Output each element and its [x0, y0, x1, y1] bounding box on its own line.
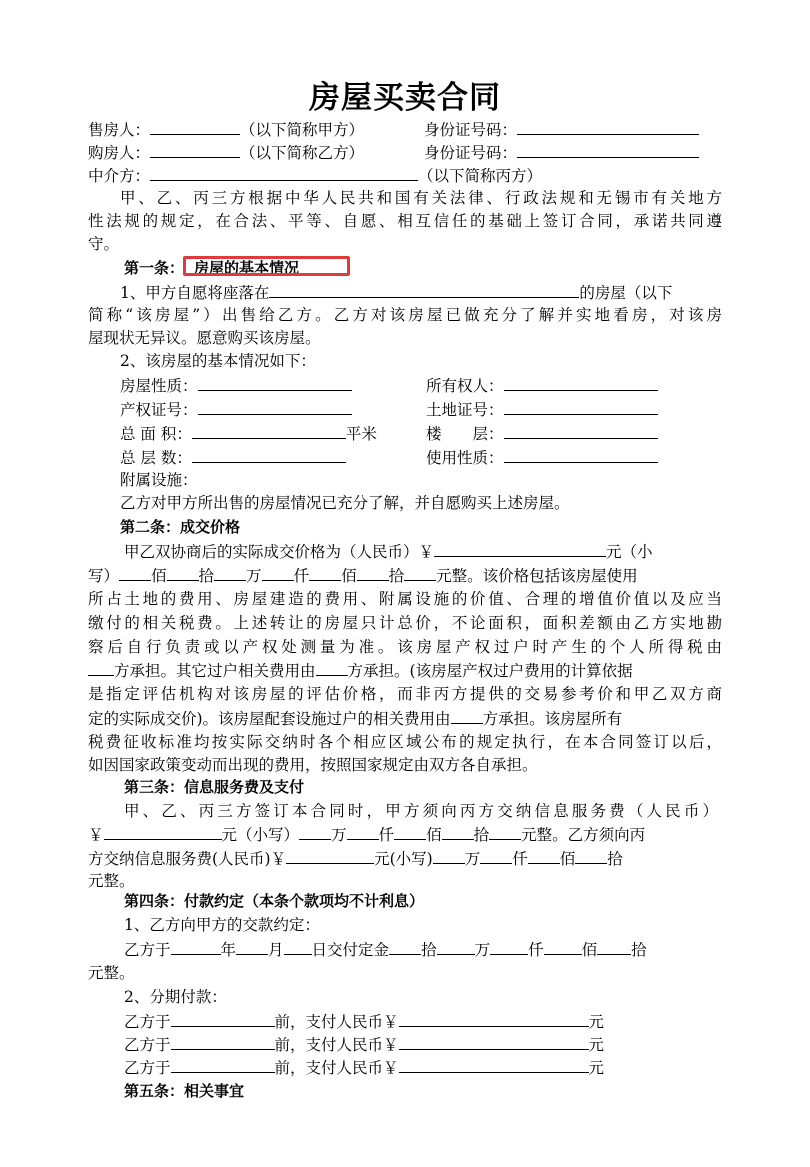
art4-text: 日交付定金	[311, 941, 390, 959]
intro-line-3: 守。	[88, 235, 120, 253]
price-blank[interactable]	[434, 540, 606, 557]
agent-label: 中介方：	[88, 167, 151, 185]
field-label: 总 层 数：	[120, 449, 192, 467]
month-blank[interactable]	[236, 938, 268, 955]
facility-party-blank[interactable]	[451, 707, 483, 724]
art4-text: 前，支付人民币￥	[274, 1013, 399, 1031]
location-blank[interactable]	[269, 281, 579, 298]
art1-p1-line3: 屋现状无异议。愿意购买该房屋。	[88, 329, 321, 347]
article-3-heading: 第三条：信息服务费及支付	[124, 778, 305, 796]
art4-text: 拾	[421, 941, 437, 959]
article-1-prefix: 第一条：	[124, 259, 185, 277]
digit-blank[interactable]	[442, 823, 474, 840]
art4-text: 月	[268, 941, 284, 959]
field-blank[interactable]	[198, 374, 352, 391]
agent-row	[88, 164, 542, 187]
art1-p1-text-a: 1、甲方自愿将座落在	[120, 284, 270, 302]
buyer-note: （以下简称乙方）	[240, 144, 365, 162]
buyer-name-blank[interactable]	[150, 141, 240, 158]
art2-text: 定的实际成交价)。该房屋配套设施过户的相关费用由	[88, 710, 451, 728]
art3-text: 元（小写）	[221, 826, 300, 844]
buyer-id-label: 身份证号码：	[424, 144, 518, 162]
art4-text: 万	[474, 941, 491, 959]
installment-row	[124, 1010, 604, 1033]
field-land-cert	[426, 398, 658, 421]
digit-blank[interactable]	[437, 938, 475, 955]
art4-deposit-line	[124, 938, 647, 961]
digit-blank[interactable]	[528, 847, 560, 864]
seller-id-row	[424, 118, 699, 141]
year-blank[interactable]	[171, 938, 221, 955]
digit-blank[interactable]	[404, 564, 436, 581]
document-title: 房屋买卖合同	[309, 80, 501, 116]
art4-text: 元	[588, 1036, 605, 1054]
area-unit: 平米	[345, 425, 377, 443]
art4-text: 佰	[581, 941, 598, 959]
art1-ack: 乙方对甲方所出售的房屋情况已充分了解，并自愿购买上述房屋。	[120, 494, 570, 512]
digit-blank[interactable]	[299, 823, 331, 840]
art1-p1-text-b: 的房屋（以下	[579, 284, 673, 302]
art4-text: 前，支付人民币￥	[274, 1059, 399, 1077]
art2-line2	[88, 564, 638, 587]
field-property-nature	[120, 374, 352, 397]
art4-text: 前，支付人民币￥	[274, 1036, 399, 1054]
buyer-id-blank[interactable]	[517, 141, 699, 158]
art2-text: 方承担。(该房屋产权过户费用的计算依据	[347, 662, 633, 680]
buyer-row	[88, 141, 364, 164]
art2-line6	[88, 659, 633, 682]
art4-deposit-end: 元整。	[88, 964, 135, 982]
art2-text: 万	[246, 567, 262, 585]
digit-blank[interactable]	[119, 564, 151, 581]
art2-text: 仟	[293, 567, 310, 585]
fee-party-blank[interactable]	[316, 659, 348, 676]
art4-text: 乙方于	[124, 1059, 171, 1077]
art3-line2	[88, 823, 645, 846]
art4-text: 年	[220, 941, 237, 959]
agent-note: （以下简称丙方）	[418, 167, 543, 185]
highlight-box	[183, 256, 350, 276]
field-label: 使用性质：	[426, 449, 504, 467]
art2-text: 方承担。其它过户相关费用由	[114, 662, 316, 680]
art2-line9: 税费征收标准均按实际交纳时各个相应区域公布的规定执行，在本合同签订以后，	[88, 733, 722, 751]
art2-text: 拾	[198, 567, 215, 585]
installment-row	[124, 1033, 604, 1056]
field-owner	[426, 374, 658, 397]
seller-id-blank[interactable]	[517, 118, 699, 135]
digit-blank[interactable]	[489, 823, 521, 840]
digit-blank[interactable]	[597, 938, 631, 955]
field-floor	[426, 422, 658, 445]
art3-text: 元整。乙方须向丙	[521, 826, 646, 844]
art3-text: 拾	[473, 826, 490, 844]
art3-text: 元(小写)	[374, 850, 433, 868]
article-2-heading: 第二条：成交价格	[120, 518, 241, 536]
day-blank[interactable]	[284, 938, 312, 955]
art4-text: 乙方于	[124, 941, 171, 959]
art3-line4: 元整。	[88, 872, 135, 890]
art4-p2: 2、分期付款：	[124, 988, 227, 1006]
seller-id-label: 身份证号码：	[424, 121, 518, 139]
field-label: 总 面 积：	[120, 425, 192, 443]
field-blank[interactable]	[504, 422, 658, 439]
field-blank[interactable]	[198, 398, 352, 415]
field-total-floors	[120, 446, 346, 469]
art3-text: 万	[331, 826, 347, 844]
field-blank[interactable]	[504, 374, 658, 391]
digit-blank[interactable]	[262, 564, 294, 581]
art1-p1-line2: 简称“该房屋”）出售给乙方。乙方对该房屋已做充分了解并实地看房，对该房	[88, 306, 722, 324]
digit-blank[interactable]	[389, 938, 421, 955]
art2-text: 方承担。该房屋所有	[482, 710, 623, 728]
field-label: 产权证号：	[120, 401, 198, 419]
art2-text: 佰	[151, 567, 167, 585]
art2-text: 甲乙双协商后的实际成交价格为（人民币）￥	[124, 543, 435, 561]
seller-row	[88, 118, 364, 141]
amount-blank[interactable]	[399, 1010, 589, 1027]
art3-text: 拾	[607, 850, 623, 868]
art1-p1-line1	[120, 281, 672, 304]
agent-name-blank[interactable]	[150, 164, 418, 181]
art2-text: 元（小	[606, 543, 653, 561]
art4-p1: 1、乙方向甲方的交款约定：	[124, 916, 320, 934]
article-4-heading: 第四条：付款约定（本条个款项均不计利息）	[124, 892, 425, 910]
art3-line3	[88, 847, 623, 870]
digit-blank[interactable]	[480, 847, 512, 864]
digit-blank[interactable]	[309, 564, 341, 581]
field-label: 所有权人：	[426, 377, 504, 395]
art4-text: 元	[588, 1059, 605, 1077]
installment-row	[124, 1056, 604, 1079]
art4-text: 乙方于	[124, 1036, 171, 1054]
art3-line1: 甲、乙、丙三方签订本合同时，甲方须向丙方交纳信息服务费（人民币）	[124, 802, 718, 820]
intro-line-2: 性法规的规定，在合法、平等、自愿、相互信任的基础上签订合同，承诺共同遵	[88, 212, 722, 230]
art2-line8	[88, 707, 622, 730]
field-label: 楼 层：	[426, 425, 504, 443]
field-blank[interactable]	[192, 422, 346, 439]
intro-line-1: 甲、乙、丙三方根据中华人民共和国有关法律、行政法规和无锡市有关地方	[120, 189, 722, 207]
field-total-area	[120, 422, 377, 445]
article-5-heading: 第五条：相关事宜	[124, 1082, 245, 1100]
field-blank[interactable]	[192, 446, 346, 463]
seller-note: （以下简称甲方）	[240, 121, 365, 139]
art2-text: 拾	[388, 567, 405, 585]
art4-text: 元	[588, 1013, 605, 1031]
date-blank[interactable]	[171, 1033, 275, 1050]
digit-blank[interactable]	[575, 847, 607, 864]
digit-blank[interactable]	[214, 564, 246, 581]
art2-line5: 察后自行负责或以产权处测量为准。该房屋产权过户时产生的个人所得税由	[88, 638, 722, 656]
digit-blank[interactable]	[490, 938, 528, 955]
art2-text: 佰	[341, 567, 357, 585]
art4-text: 仟	[528, 941, 544, 959]
date-blank[interactable]	[171, 1010, 275, 1027]
seller-label: 售房人：	[88, 121, 151, 139]
digit-blank[interactable]	[357, 564, 389, 581]
art2-line1	[124, 540, 722, 563]
field-label: 土地证号：	[426, 401, 504, 419]
art3-text: 佰	[559, 850, 576, 868]
tax-party-blank[interactable]	[88, 659, 114, 676]
field-attached-facilities: 附属设施：	[120, 471, 198, 489]
amount-blank[interactable]	[399, 1033, 589, 1050]
field-label: 房屋性质：	[120, 377, 198, 395]
buyer-id-row	[424, 141, 699, 164]
amount-blank[interactable]	[399, 1056, 589, 1073]
art3-text: ￥	[88, 826, 104, 844]
art3-text: 方交纳信息服务费(人民币)￥	[88, 850, 287, 868]
seller-name-blank[interactable]	[150, 118, 240, 135]
digit-blank[interactable]	[347, 823, 379, 840]
art3-text: 仟	[512, 850, 528, 868]
art2-line3: 所占土地的费用、房屋建造的费用、附属设施的价值、合理的增值价值以及应当	[88, 590, 722, 608]
digit-blank[interactable]	[544, 938, 582, 955]
art3-text: 万	[464, 850, 481, 868]
art2-line4: 缴付的相关税费。上述转让的房屋只计总价，不论面积，面积差额由乙方实地勘	[88, 614, 722, 632]
digit-blank[interactable]	[167, 564, 199, 581]
article-1-title: 房屋的基本情况	[194, 259, 300, 277]
art4-text: 拾	[631, 941, 647, 959]
art2-text: 元整。该价格包括该房屋使用	[436, 567, 638, 585]
fee-blank[interactable]	[104, 823, 222, 840]
field-blank[interactable]	[504, 398, 658, 415]
art2-text: 写）	[88, 567, 120, 585]
art3-text: 仟	[378, 826, 395, 844]
art2-line10: 如因国家政策变动而出现的费用，按照国家规定由双方各自承担。	[88, 756, 538, 774]
art1-p2: 2、该房屋的基本情况如下：	[120, 352, 316, 370]
digit-blank[interactable]	[394, 823, 426, 840]
field-title-cert	[120, 398, 352, 421]
art2-line7: 是指定评估机构对该房屋的评估价格，而非丙方提供的交易参考价和甲乙双方商	[88, 685, 722, 703]
field-blank[interactable]	[504, 446, 658, 463]
fee-blank[interactable]	[286, 847, 374, 864]
art3-text: 佰	[426, 826, 442, 844]
date-blank[interactable]	[171, 1056, 275, 1073]
digit-blank[interactable]	[433, 847, 465, 864]
art4-text: 乙方于	[124, 1013, 171, 1031]
buyer-label: 购房人：	[88, 144, 151, 162]
field-usage	[426, 446, 658, 469]
